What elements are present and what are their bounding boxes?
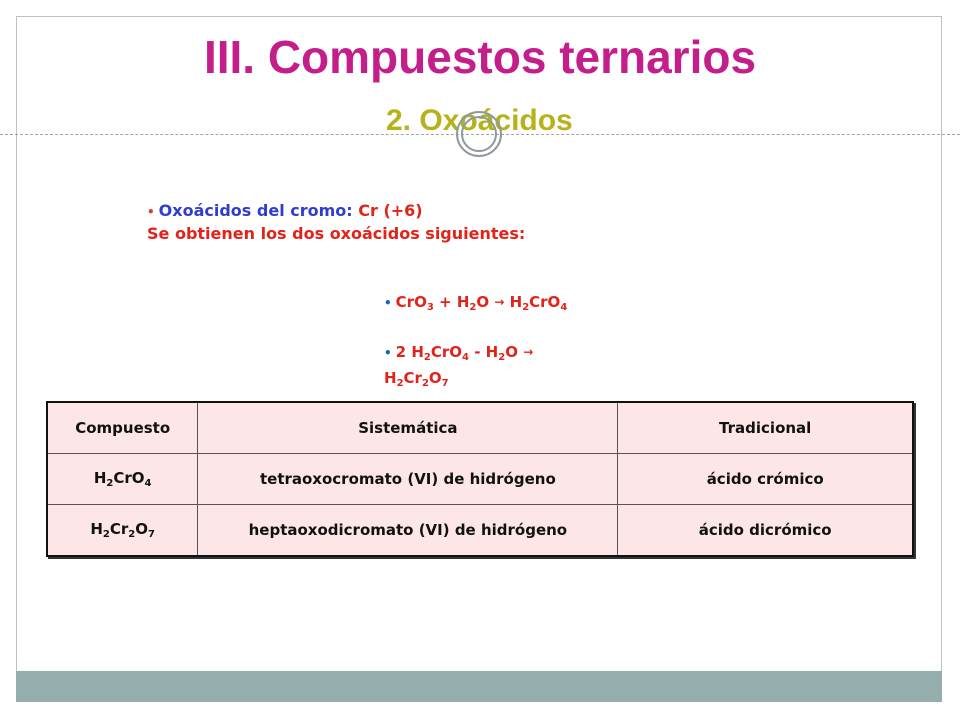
formula-sub: 2 [106,478,114,489]
rxn2-sub: 2 [421,378,429,389]
rxn2-part: CrO [430,343,463,361]
rxn1-part: + H [433,293,470,311]
rxn1-part: O [476,293,495,311]
intro-line-1 [147,200,525,223]
intro-line-2: Se obtienen los dos oxoácidos siguientes: [147,224,526,243]
table-header-row [47,402,913,454]
formula-cell [47,454,198,505]
rxn1-sub: 2 [522,302,530,313]
rxn1-part: H [504,293,523,311]
rxn2-sub: 4 [462,352,469,363]
reaction-2 [384,342,567,394]
rxn2-part: H [384,369,397,387]
rxn2-sub: 2 [423,352,431,363]
formula-part: CrO [113,469,145,487]
bullet-icon: • [147,205,155,219]
reactions [384,292,567,418]
rxn2-part: 2 H [395,343,424,361]
slide-subtitle: 2. Oxoácidos [386,104,573,137]
rxn2-sub: 7 [441,378,449,389]
formula-part: H [90,520,103,538]
compounds-table [46,401,914,557]
tradicional-cell: ácido dicrómico [618,505,913,557]
rxn2-part: - H [469,343,499,361]
tradicional-cell: ácido crómico [618,454,913,505]
rxn2-part: O [505,343,524,361]
sistematica-cell: heptaoxodicromato (VI) de hidrógeno [198,505,618,557]
intro-oxidation-state: Cr (+6) [358,201,423,220]
table-header-cell: Tradicional [618,402,913,454]
rxn2-part: O [428,369,442,387]
table-header-cell: Compuesto [47,402,198,454]
formula-sub: 2 [128,529,136,540]
slide-title: III. Compuestos ternarios [203,31,757,83]
formula-sub: 2 [102,529,110,540]
sistematica-cell: tetraoxocromato (VI) de hidrógeno [198,454,618,505]
arrow-right-icon: → [523,345,534,359]
rxn2-part: Cr [403,369,422,387]
formula-cell [47,505,198,557]
table-row [47,454,913,505]
intro-colon: : [346,201,359,220]
rxn2-sub: 2 [396,378,404,389]
rxn1-part: CrO [529,293,561,311]
table-row [47,505,913,557]
formula-part: H [93,469,107,487]
formula-part: O [135,520,149,538]
decorative-circle-inner-icon [461,116,497,152]
bullet-icon: • [384,346,392,360]
formula-part: Cr [109,520,129,538]
rxn2-sub: 2 [498,352,506,363]
intro-text [147,200,525,244]
reaction-1 [384,292,567,318]
intro-label: Oxoácidos del cromo [158,201,347,220]
arrow-right-icon: → [494,295,505,309]
rxn1-sub: 3 [426,302,434,313]
formula-sub: 4 [144,478,152,489]
rxn1-part: CrO [395,293,427,311]
bullet-icon: • [384,296,392,310]
rxn1-sub: 4 [560,302,568,313]
table-header-cell: Sistemática [198,402,618,454]
rxn1-sub: 2 [469,302,477,313]
formula-sub: 7 [148,529,155,540]
footer-bar [16,671,942,702]
